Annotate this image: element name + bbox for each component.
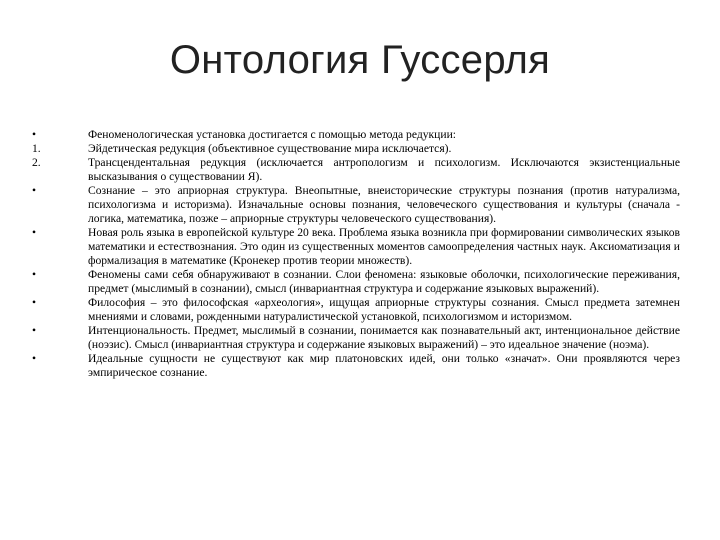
list-item [28, 226, 680, 268]
list-marker: • [32, 268, 37, 281]
list-marker: • [32, 296, 37, 309]
list-marker: • [32, 184, 37, 197]
list-item [28, 156, 680, 184]
list-item-text: Новая роль языка в европейской культуре 20 века. Проблема языка возникла при формировании символических языков математики и естествознания. Это один из существенных моментов самоопределения частных наук. Аксиоматизация и формализация в математике (Кронекер против теории множеств). [88, 226, 680, 267]
list-item-text: Эйдетическая редукция (объективное существование мира исключается). [88, 142, 452, 155]
list-item-text: Сознание – это априорная структура. Внеопытные, внеисторические структуры познания (против натурализма, психологизма и историзма). Изначальные основы познания, человеческого существования и культуры (сначала - логика, математика, позже – априорные структуры человеческого существования). [88, 184, 680, 225]
list-item-text: Идеальные сущности не существуют как мир платоновских идей, они только «значат». Они проявляются через эмпирическое сознание. [88, 352, 680, 379]
list-marker: 2. [32, 156, 41, 169]
list-marker: • [32, 128, 37, 141]
list-item [28, 142, 680, 156]
list-item [28, 184, 680, 226]
list-marker: • [32, 352, 37, 365]
list-item [28, 324, 680, 352]
list-item-text: Феномены сами себя обнаруживают в сознании. Слои феномена: языковые оболочки, психологические переживания, предмет (мыслимый в сознании), смысл (инвариантная структура и содержание языковых выражений). [88, 268, 680, 295]
list-item [28, 352, 680, 380]
list-marker: • [32, 226, 37, 239]
slide-title: Онтология Гуссерля [169, 38, 551, 82]
slide-content [28, 128, 680, 380]
list-item-text: Феноменологическая установка достигается с помощью метода редукции: [88, 128, 456, 141]
list-item [28, 268, 680, 296]
list-marker: 1. [32, 142, 41, 155]
list-item-text: Интенциональность. Предмет, мыслимый в сознании, понимается как познавательный акт, интенциональное действие (ноэзис). Смысл (инвариантная структура и содержание языковых выражений) – это идеальное значение (ноэма). [88, 324, 680, 351]
list-item-text: Философия – это философская «археология», ищущая априорные структуры сознания. Смысл предмета затемнен мнениями и словами, рожденными натуралистической установкой, психологизмом и историзмом. [88, 296, 680, 323]
list-item-text: Трансцендентальная редукция (исключается антропологизм и психологизм. Исключаются экзистенциальные высказывания о существовании Я). [88, 156, 680, 183]
list-marker: • [32, 324, 37, 337]
list-item [28, 296, 680, 324]
list-item [28, 128, 680, 142]
